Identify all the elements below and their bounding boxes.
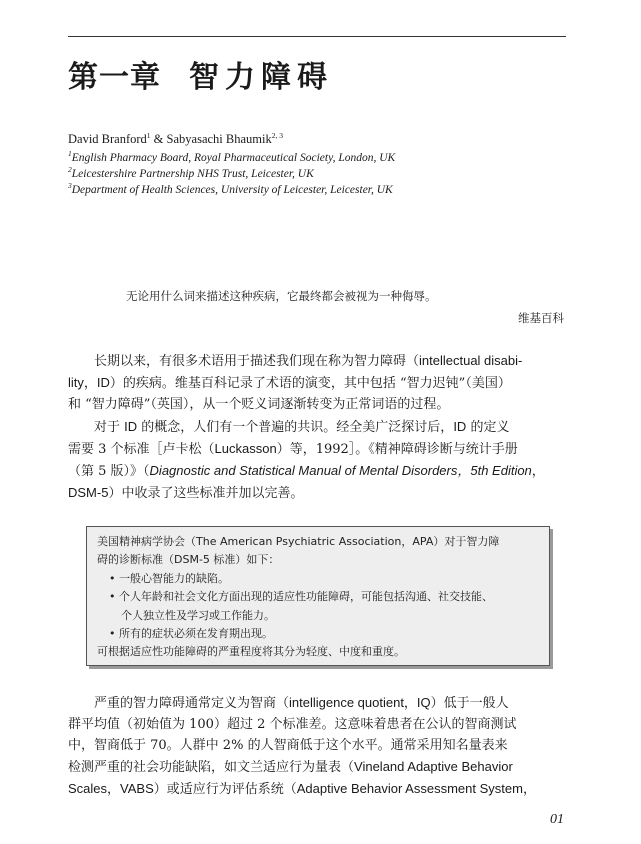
dsm5-criteria-box: [86, 526, 550, 666]
text-run: ，: [531, 464, 545, 479]
paragraph-line: 和 “智力障碍”（英国），从一个贬义词逐渐转变为正常词语的过程。: [68, 397, 450, 412]
paragraph-line: [68, 482, 566, 504]
box-outro-line: 可根据适应性功能障碍的严重程度将其分为轻度、中度和重度。: [97, 645, 405, 659]
epigraph-quote: 无论用什么词来描述这种疾病，它最终都会被视为一种侮辱。: [126, 289, 437, 303]
box-bullet: • 一般心智能力的缺陷。: [109, 571, 229, 585]
affiliation-text: Department of Health Sciences, University of Leicester, Leicester, UK: [71, 184, 393, 196]
epigraph-source: 维基百科: [518, 311, 564, 325]
text-run: lity，ID: [68, 375, 110, 390]
text-run: ，: [522, 782, 536, 797]
affiliation-text: Leicestershire Partnership NHS Trust, Leicester, UK: [71, 168, 314, 180]
affiliation-2: [68, 165, 314, 180]
text-run: ）的疾病。维基百科记录了术语的演变，其中包括 “智力迟钝”（美国）: [109, 376, 511, 391]
author-2-affil: 2, 3: [271, 130, 283, 140]
text-run: ）等，1992］。《精神障碍诊断与统计手册: [276, 442, 518, 457]
text-run: Vineland Adaptive Behavior: [354, 759, 513, 774]
paragraph-line: [68, 460, 566, 482]
text-run: ID: [124, 419, 138, 434]
text-run: intellectual disabi-: [419, 353, 523, 368]
text-run: Scales，VABS: [68, 781, 154, 796]
box-bullet-continuation: 个人独立性及学习或工作能力。: [121, 608, 275, 622]
paragraph-line: [68, 350, 566, 372]
paragraph-line: [68, 756, 566, 778]
paragraph-line: [68, 692, 566, 714]
box-intro-line: 碍的诊断标准（DSM-5 标准）如下：: [97, 553, 280, 567]
paragraph-1: [68, 350, 566, 415]
paragraph-line: 中，智商低于 70。人群中 2% 的人智商低于这个水平。通常采用知名量表来: [68, 738, 508, 753]
box-intro-line: 美国精神病学协会（The American Psychiatric Association，APA）对于智力障: [97, 535, 500, 548]
text-run: Diagnostic and Statistical Manual of Mental Disorders，5th Edition: [149, 463, 532, 478]
paragraph-line: [68, 778, 566, 800]
affiliation-num: 1: [68, 149, 72, 159]
affiliation-1: [68, 149, 396, 164]
paragraph-line: [68, 372, 566, 394]
text-run: Luckasson: [214, 441, 277, 456]
paragraph-2: [68, 416, 566, 504]
paragraph-line: [68, 438, 566, 460]
text-run: 长期以来，有很多术语用于描述我们现在称为智力障碍（: [94, 354, 420, 369]
text-run: 需要 3 个标准［卢卡松（: [68, 442, 215, 457]
affiliation-text: English Pharmacy Board, Royal Pharmaceutical Society, London, UK: [71, 152, 396, 164]
text-run: ID: [453, 419, 467, 434]
paragraph-3: [68, 692, 566, 800]
text-run: 对于: [94, 420, 121, 435]
author-line: [68, 132, 283, 147]
text-run: Adaptive Behavior Assessment System: [296, 781, 523, 796]
text-run: ）或适应行为评估系统（: [153, 782, 297, 797]
chapter-label: 第一章: [68, 60, 161, 95]
affiliation-3: [68, 181, 393, 196]
text-run: ）中收录了这些标准并加以完善。: [108, 486, 304, 501]
affiliation-num: 3: [68, 181, 72, 191]
affiliation-num: 2: [68, 165, 72, 175]
box-bullet: • 个人年龄和社会文化方面出现的适应性功能障碍，可能包括沟通、社交技能、: [109, 590, 493, 604]
author-1: David Branford: [68, 132, 147, 146]
text-run: （第 5 版）》（: [68, 464, 150, 479]
chapter-name: 智力障碍: [189, 60, 333, 95]
author-connector: &: [150, 132, 167, 146]
text-run: ）低于一般人: [430, 696, 509, 711]
box-bullet: • 所有的症状必须在发育期出现。: [109, 627, 273, 641]
text-run: 的概念，人们有一个普遍的共识。经全美广泛探讨后，: [141, 420, 454, 435]
top-rule: [68, 36, 566, 37]
text-run: 检测严重的社会功能缺陷，如文兰适应行为量表（: [68, 760, 355, 775]
text-run: intelligence quotient，IQ: [289, 695, 431, 710]
page-number: 01: [550, 812, 564, 827]
text-run: 的定义: [470, 420, 510, 435]
text-run: DSM-5: [68, 485, 109, 500]
text-run: 严重的智力障碍通常定义为智商（: [94, 696, 290, 711]
chapter-title: [68, 52, 333, 96]
paragraph-line: 群平均值（初始值为 100）超过 2 个标准差。这意味着患者在公认的智商测试: [68, 717, 517, 732]
paragraph-line: [68, 416, 566, 438]
author-1-affil: 1: [146, 130, 151, 140]
author-2: Sabyasachi Bhaumik: [166, 132, 272, 146]
